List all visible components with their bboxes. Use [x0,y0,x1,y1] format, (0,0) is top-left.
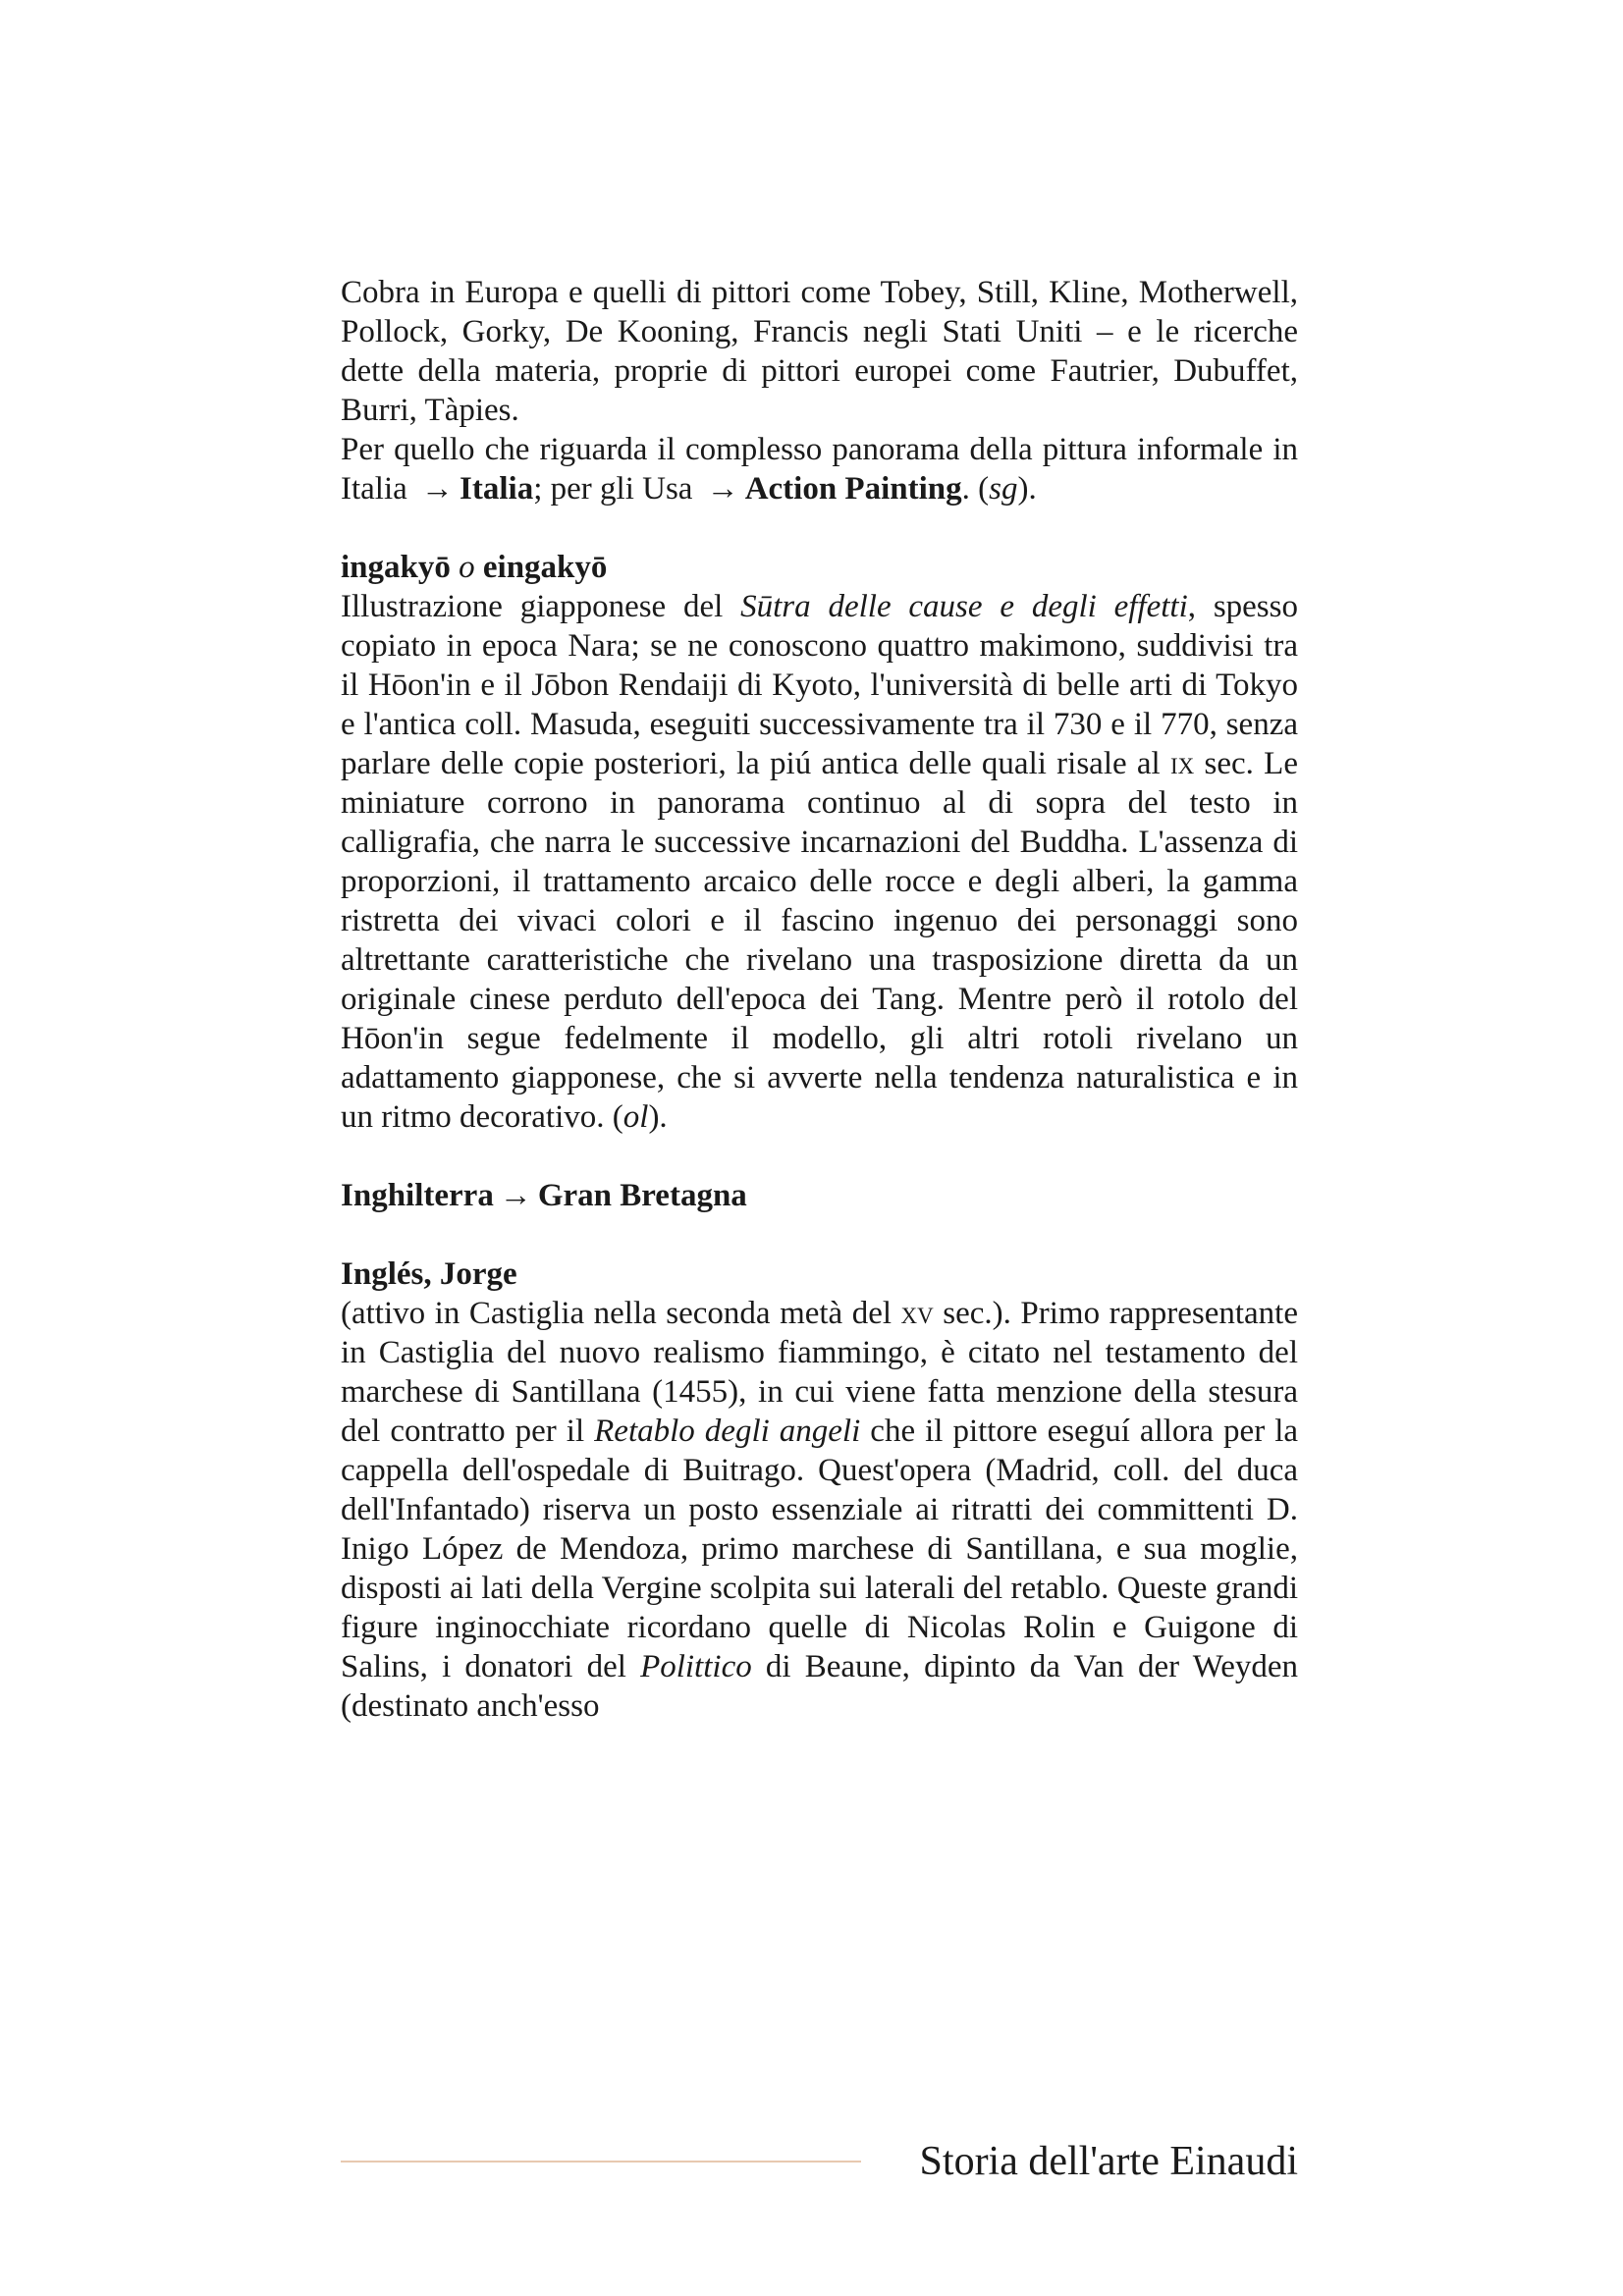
cross-reference-action-painting[interactable]: Action Painting [744,471,962,507]
entry-body: (attivo in Castiglia nella seconda metà del xv sec.). Primo rappresentante in Castiglia del nuovo realismo fiammingo, è citato nel testamento del marchese di Santillana (1455), in cui viene fatta menzione della stesura del contratto per il Retablo degli angeli che il pittore eseguí allora per la cappella dell'ospedale di Buitrago. Quest'opera (Madrid, coll. del duca dell'Infantado) riserva un posto essenziale ai ritratti dei committenti D. Inigo López de Mendoza, primo marchese di Santillana, e sua moglie, disposti ai lati della Vergine scolpita sui laterali del retablo. Queste grandi figure inginocchiate ricordano quelle di Nicolas Rolin e Guigone di Salins, i donatori del Polittico di Beaune, dipinto da Van der Weyden (destinato anch'esso [341,1296,1299,1724]
footer-publisher: Storia dell'arte Einaudi [919,2139,1298,2184]
century-numeral: ix [1169,746,1195,781]
cross-reference-gran-bretagna[interactable]: Gran Bretagna [537,1178,747,1213]
cross-reference-arrow-icon: → [421,471,455,507]
author-initials: sg [989,471,1018,507]
cross-reference-arrow-icon: → [706,471,739,507]
entry-body: Illustrazione giapponese del Sūtra delle cause e degli effetti, spesso copiato in epoca Nara; se ne conoscono quattro makimono, suddivisi tra il Hōon'in e il Jōbon Rendaiji di Kyoto, l'università di belle arti di Tokyo e l'antica coll. Masuda, eseguiti successivamente tra il 730 e il 770, senza parlare delle copie posteriori, la piú antica delle quali risale al ix sec. Le miniature corrono in panorama continuo al di sopra del testo in calligrafia, che narra le successive incarnazioni del Buddha. L'assenza di proporzioni, il trattamento arcaico delle rocce e degli alberi, la gamma ristretta dei vivaci colori e il fascino ingenuo dei personaggi sono altrettante caratteristiche che rivelano una trasposizione diretta da un originale cinese perduto dell'epoca dei Tang. Mentre però il rotolo del Hōon'in segue fedelmente il modello, gli altri rotoli rivelano un adattamento giapponese, che si avverte nella tendenza naturalistica e in un ritmo decorativo. (ol). [341,589,1298,1135]
entry-headword: Inghilterra → Gran Bretagna [341,1178,747,1213]
entry-ingles-jorge [341,1255,1298,1726]
entry-inghilterra [341,1176,1298,1215]
footer-rule [341,2161,861,2163]
intro-paragraph-1: Cobra in Europa e quelli di pittori come Tobey, Still, Kline, Motherwell, Pollock, Gorky, De Kooning, Francis negli Stati Uniti – e le ricerche dette della materia, proprie di pittori europei come Fautrier, Dubuffet, Burri, Tàpies. [341,275,1298,428]
entry-ingakyo [341,548,1298,1137]
work-title: Retablo degli angeli [594,1414,861,1449]
author-initials: ol [622,1099,649,1135]
cross-reference-italia[interactable]: Italia [460,471,534,507]
page-body [341,273,1298,1726]
entry-headword: ingakyō o eingakyō [341,550,608,585]
century-numeral: xv [900,1296,934,1331]
work-title: Sūtra delle cause e degli effetti [740,589,1188,624]
cross-reference-arrow-icon: → [499,1178,532,1213]
work-title: Polittico [640,1649,752,1684]
intro-paragraph-2: Per quello che riguarda il complesso panorama della pittura informale in Italia → Italia; per gli Usa → Action Painting. (sg). [341,432,1298,507]
entry-headword: Inglés, Jorge [341,1256,517,1292]
